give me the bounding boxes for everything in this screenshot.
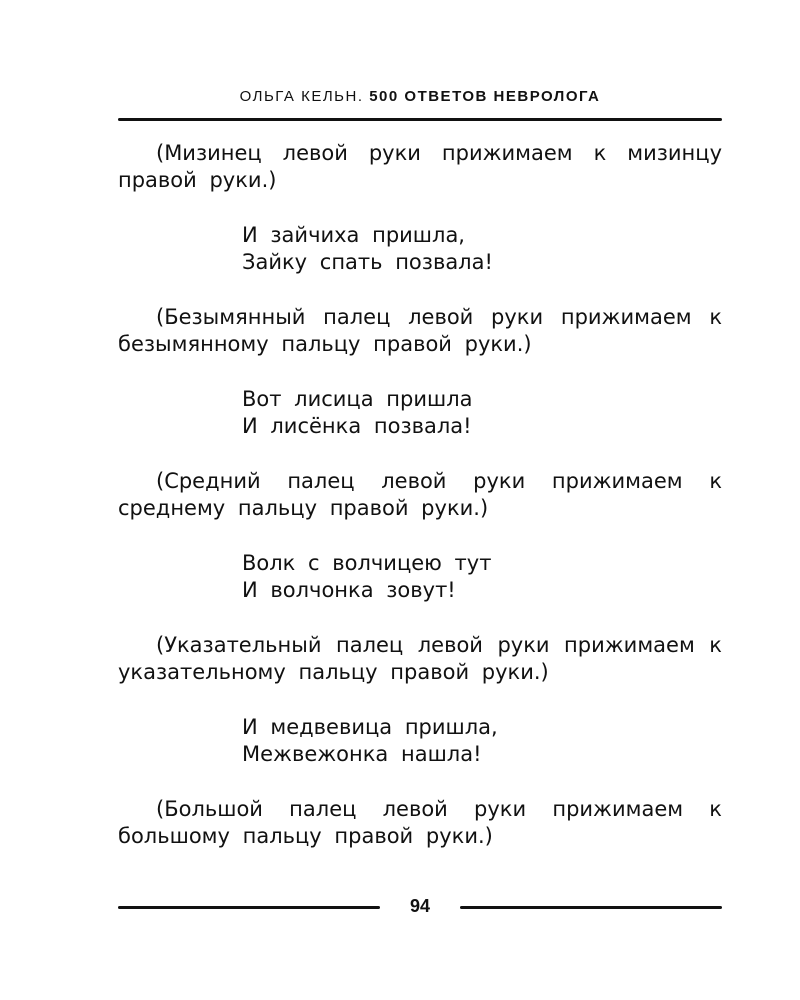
- verse-stanza: [242, 386, 722, 440]
- page-number: 94: [409, 896, 431, 916]
- verse-stanza: [242, 550, 722, 604]
- page-footer: [118, 896, 722, 920]
- paragraph-text: (Средний палец левой руки прижимаем к среднему пальцу правой руки.): [118, 469, 722, 520]
- header-rule: [118, 118, 722, 121]
- verse-line: И зайчиха пришла,: [242, 223, 465, 247]
- page-body: [118, 140, 722, 878]
- paragraph-text: (Безымянный палец левой руки прижимаем к безымянному пальцу правой руки.): [118, 305, 722, 356]
- instruction-paragraph: [118, 304, 722, 358]
- header-book-title: 500 ОТВЕТОВ НЕВРОЛОГА: [369, 88, 601, 105]
- verse-line: Волк с волчицею тут: [242, 551, 492, 575]
- paragraph-text: (Указательный палец левой руки прижимаем к указательному пальцу правой руки.): [118, 633, 722, 684]
- verse-stanza: [242, 222, 722, 276]
- footer-rule-left: [118, 906, 380, 909]
- instruction-paragraph: [118, 468, 722, 522]
- instruction-paragraph: [118, 796, 722, 850]
- verse-line: И медвевица пришла,: [242, 715, 498, 739]
- paragraph-text: (Мизинец левой руки прижимаем к мизинцу правой руки.): [118, 141, 722, 192]
- instruction-paragraph: [118, 632, 722, 686]
- verse-line: Вот лисица пришла: [242, 387, 473, 411]
- running-header: [118, 88, 722, 110]
- header-author: ОЛЬГА КЕЛЬН.: [239, 88, 364, 105]
- verse-line: Зайку спать позвала!: [242, 250, 493, 274]
- paragraph-text: (Большой палец левой руки прижимаем к большому пальцу правой руки.): [118, 797, 722, 848]
- verse-line: И волчонка зовут!: [242, 578, 456, 602]
- verse-line: И лисёнка позвала!: [242, 414, 472, 438]
- footer-rule-right: [460, 906, 722, 909]
- verse-stanza: [242, 714, 722, 768]
- verse-line: Межвежонка нашла!: [242, 742, 482, 766]
- instruction-paragraph: [118, 140, 722, 194]
